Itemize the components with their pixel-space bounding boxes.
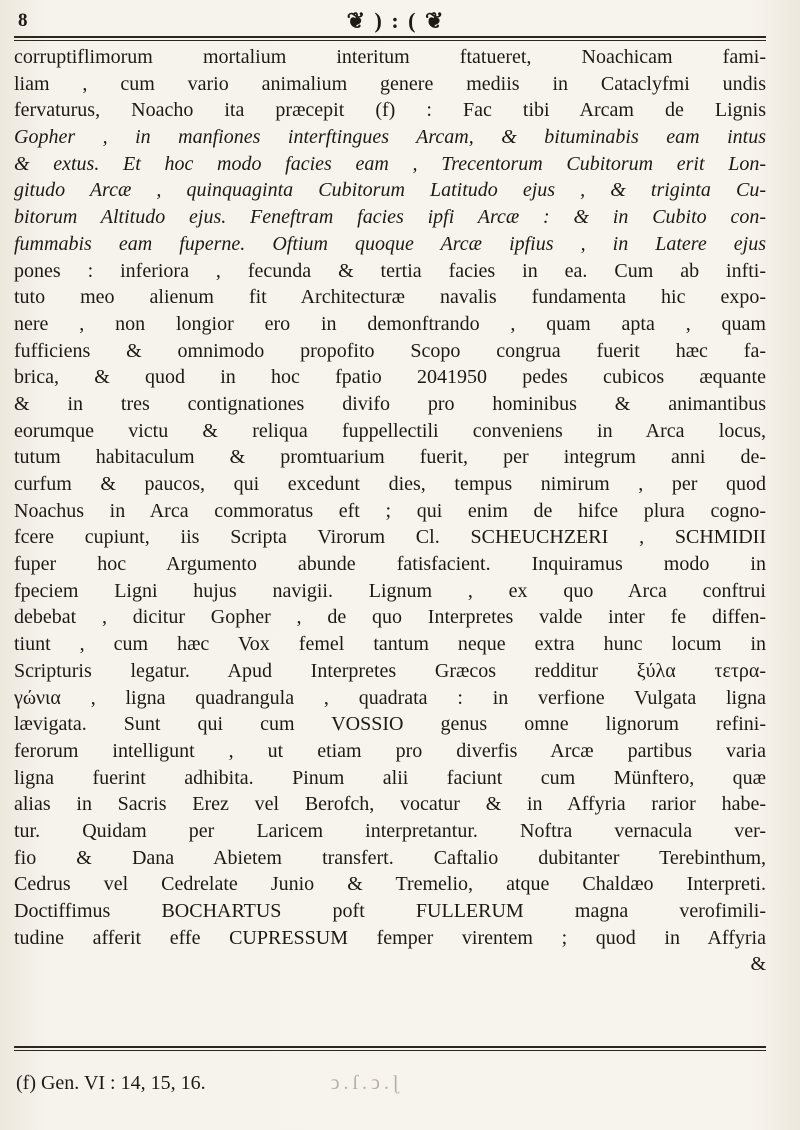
text-line: pones : inferiora , fecunda & tertia facies in ea. Cum ab infti- xyxy=(14,259,766,282)
text-line: tutum habitaculum & promtuarium fuerit, per integrum anni de- xyxy=(14,446,766,469)
text-line: ferorum intelligunt , ut etiam pro diverfis Arcæ partibus varia xyxy=(14,739,766,762)
text-line: fcere cupiunt, iis Scripta Virorum Cl. SCHEUCHZERI , SCHMIDII xyxy=(14,526,766,549)
body-text xyxy=(14,44,766,978)
text-line: fervaturus, Noacho ita præcepit (f) : Fac tibi Arcam de Lignis xyxy=(14,99,766,122)
page-number: 8 xyxy=(18,10,28,31)
text-line: alias in Sacris Erez vel Berofch, vocatur & in Affyria rarior habe- xyxy=(14,793,766,816)
text-line: & extus. Et hoc modo facies eam , Trecentorum Cubitorum erit Lon- xyxy=(14,152,766,175)
text-line: Scripturis legatur. Apud Interpretes Græcos redditur ξύλα τετρα- xyxy=(14,659,766,682)
text-line: nere , non longior ero in demonftrando , quam apta , quam xyxy=(14,312,766,335)
footer-rule-thin xyxy=(14,1050,766,1051)
page-header xyxy=(16,6,776,36)
text-line: fuper hoc Argumento abunde fatisfacient. Inquiramus modo in xyxy=(14,553,766,576)
text-line: fufficiens & omnimodo propofito Scopo congrua fuerit hæc fa- xyxy=(14,339,766,362)
text-line: bitorum Altitudo ejus. Feneftram facies ipfi Arcæ : & in Cubito con- xyxy=(14,206,766,229)
text-line: corruptiflimorum mortalium interitum ftatueret, Noachicam fami- xyxy=(14,46,766,68)
header-ornament: ❦ ) : ( ❦ xyxy=(346,8,446,33)
text-line: brica, & quod in hoc fpatio 2041950 pedes cubicos æquante xyxy=(14,366,766,389)
text-line: fpeciem Ligni hujus navigii. Lignum , ex quo Arca conftrui xyxy=(14,579,766,602)
text-line: γώνια , ligna quadrangula , quadrata : in verfione Vulgata ligna xyxy=(14,686,766,709)
text-line: liam , cum vario animalium genere mediis in Cataclyfmi undis xyxy=(14,72,766,95)
text-line: tuto meo alienum fit Architecturæ navalis fundamenta hic expo- xyxy=(14,286,766,309)
text-line: lævigata. Sunt qui cum VOSSIO genus omne lignorum refini- xyxy=(14,713,766,736)
text-line: Cedrus vel Cedrelate Junio & Tremelio, atque Chaldæo Interpreti. xyxy=(14,873,766,896)
text-line: tudine afferit effe CUPRESSUM femper virentem ; quod in Affyria xyxy=(14,926,766,949)
header-rule xyxy=(14,36,766,38)
text-line: fio & Dana Abietem transfert. Caftalio dubitanter Terebinthum, xyxy=(14,846,766,869)
header-rule-thin xyxy=(14,40,766,41)
text-line: curfum & paucos, qui excedunt dies, tempus nimirum , per quod xyxy=(14,473,766,495)
show-through-text: ↄ.ſ.ↄ.ɭ xyxy=(330,1072,403,1094)
text-line: debebat , dicitur Gopher , de quo Interpretes valde inter fe diffen- xyxy=(14,606,766,629)
text-line: gitudo Arcæ , quinquaginta Cubitorum Latitudo ejus , & triginta Cu- xyxy=(14,179,766,202)
catchword: & xyxy=(750,953,766,976)
text-line: tiunt , cum hæc Vox femel tantum neque extra hunc locum in xyxy=(14,633,766,656)
text-line: tur. Quidam per Laricem interpretantur. Noftra vernacula ver- xyxy=(14,819,766,842)
text-line: Gopher , in manfiones interftingues Arcam, & bituminabis eam intus xyxy=(14,126,766,149)
text-line: eorumque victu & reliqua fuppellectili conveniens in Arca locus, xyxy=(14,419,766,442)
footnote xyxy=(16,1072,776,1095)
text-line: Noachus in Arca commoratus eft ; qui enim de hifce plura cogno- xyxy=(14,499,766,522)
text-line: ligna fuerint adhibita. Pinum alii faciunt cum Münftero, quæ xyxy=(14,766,766,789)
text-line: fummabis eam fuperne. Oftium quoque Arcæ ipfius , in Latere ejus xyxy=(14,232,766,255)
text-line: & in tres contignationes divifo pro hominibus & animantibus xyxy=(14,392,766,415)
footnote-text: (f) Gen. VI : 14, 15, 16. xyxy=(16,1072,206,1094)
footer-rule xyxy=(14,1046,766,1048)
text-line: Doctiffimus BOCHARTUS poft FULLERUM magna verofimili- xyxy=(14,900,766,922)
